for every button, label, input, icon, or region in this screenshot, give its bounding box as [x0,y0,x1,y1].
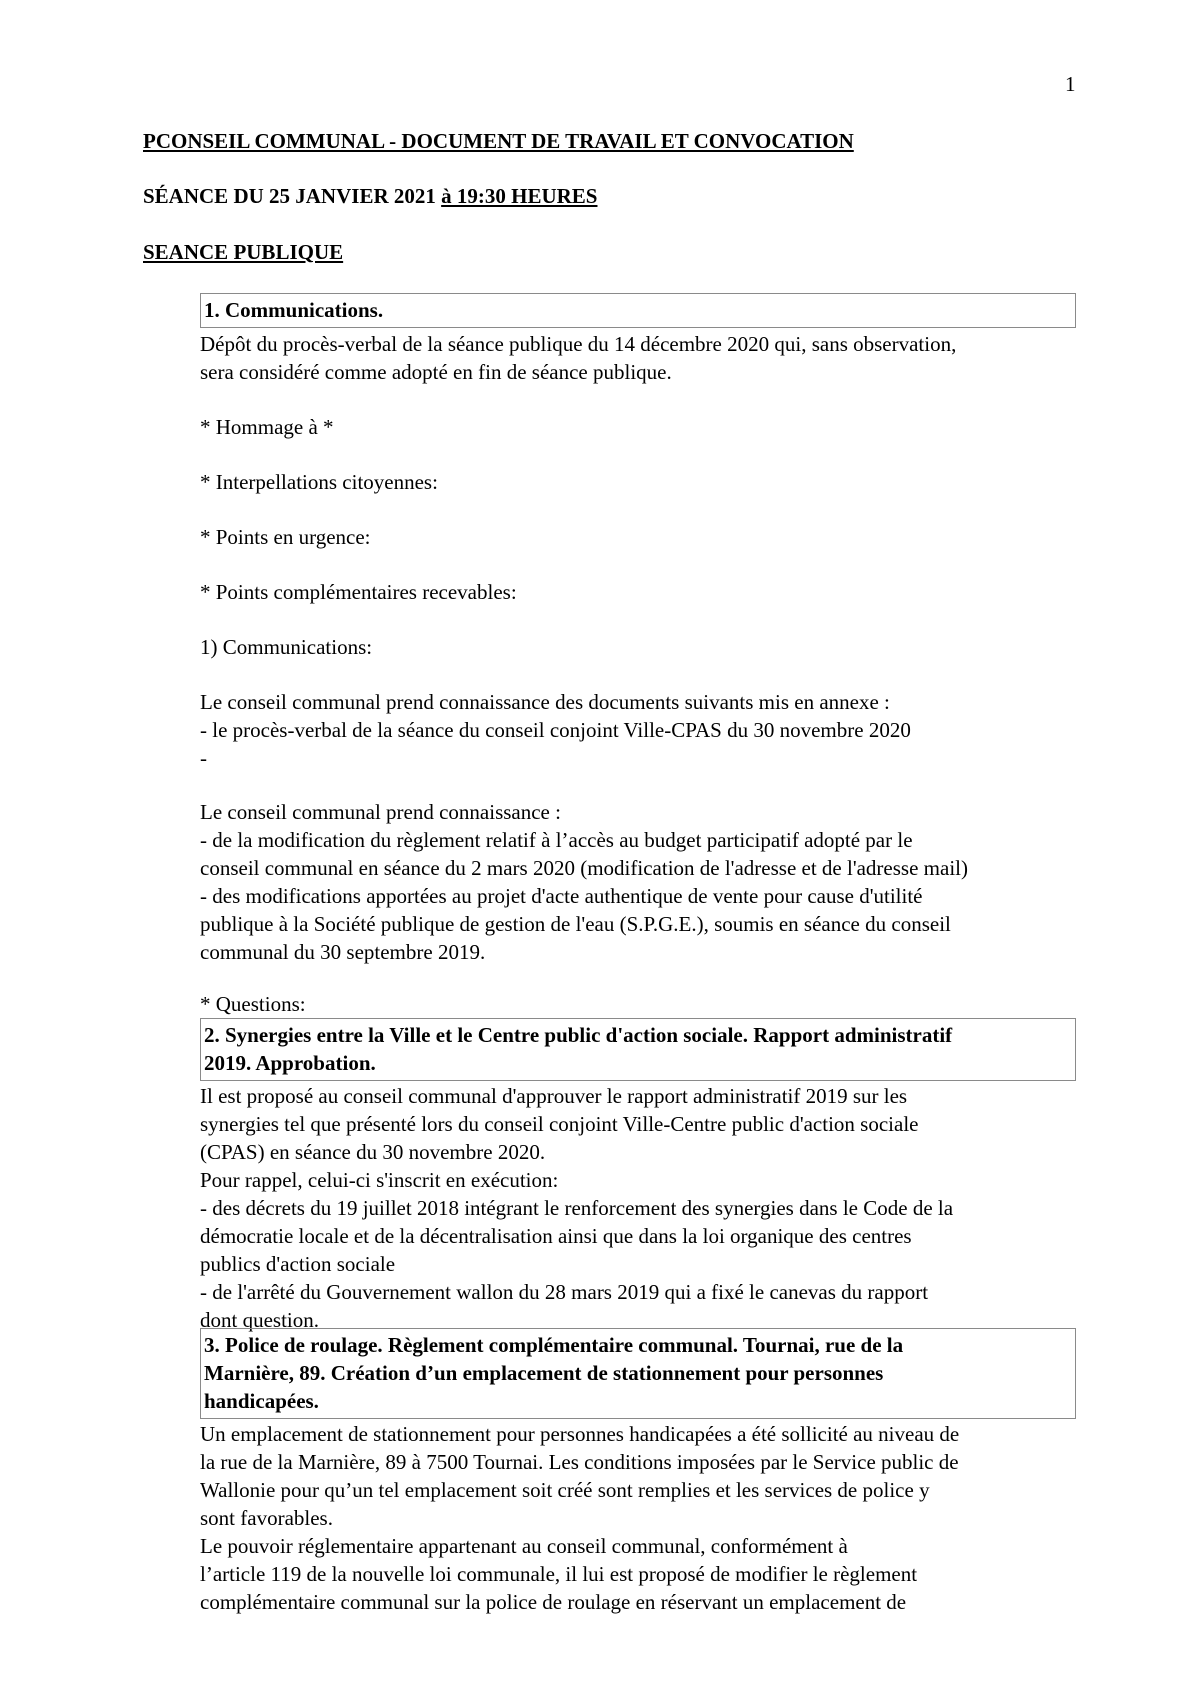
prend-line: - de la modification du règlement relatif à l’accès au budget participatif adopté par le [200,828,913,852]
complementaires-line: * Points complémentaires recevables: [200,580,517,604]
item-2-heading-line: 2. Synergies entre la Ville et le Centre public d'action sociale. Rapport administratif [204,1023,953,1047]
item-1-heading: 1. Communications. [204,298,384,322]
item-2-line: - de l'arrêté du Gouvernement wallon du 28 mars 2019 qui a fixé le canevas du rapport [200,1280,929,1304]
prend-line: conseil communal en séance du 2 mars 2020 (modification de l'adresse et de l'adresse mail) [200,856,968,880]
item-1-heading-box [200,293,1076,328]
item-2-line: Il est proposé au conseil communal d'approuver le rapport administratif 2019 sur les [200,1084,908,1108]
urgence-line: * Points en urgence: [200,525,371,549]
item-2-line: Pour rappel, celui-ci s'inscrit en exécution: [200,1168,559,1192]
item-2-line: publics d'action sociale [200,1252,396,1276]
item-2-body [200,1082,1080,1334]
item-2-heading-box [200,1018,1076,1081]
item-2-line: synergies tel que présenté lors du conseil conjoint Ville-Centre public d'action sociale [200,1112,919,1136]
docs-line: - le procès-verbal de la séance du conseil conjoint Ville-CPAS du 30 novembre 2020 [200,718,911,742]
item-2-line: dont question. [200,1308,319,1332]
prend-connaissance-block [200,798,1080,966]
interpellations-line: * Interpellations citoyennes: [200,470,438,494]
item-3-heading-box [200,1328,1076,1419]
item-2-line: - des décrets du 19 juillet 2018 intégrant le renforcement des synergies dans le Code de la [200,1196,954,1220]
seance-time: à 19:30 HEURES [441,184,598,208]
item-1-line: sera considéré comme adopté en fin de séance publique. [200,360,672,384]
item-3-heading-line: 3. Police de roulage. Règlement complémentaire communal. Tournai, rue de la [204,1333,904,1357]
hommage-line: * Hommage à * [200,415,334,439]
item-3-line: complémentaire communal sur la police de roulage en réservant un emplacement de [200,1590,907,1614]
prend-intro: Le conseil communal prend connaissance : [200,800,561,824]
item-2-heading-line: 2019. Approbation. [204,1051,376,1075]
prend-line: communal du 30 septembre 2019. [200,940,486,964]
prend-line: publique à la Société publique de gestion de l'eau (S.P.G.E.), soumis en séance du conseil [200,912,951,936]
item-3-line: Le pouvoir réglementaire appartenant au conseil communal, conformément à [200,1534,848,1558]
communications-line: 1) Communications: [200,635,373,659]
questions-line: * Questions: [200,992,306,1016]
item-2-line: (CPAS) en séance du 30 novembre 2020. [200,1140,546,1164]
document-title: PCONSEIL COMMUNAL - DOCUMENT DE TRAVAIL ET CONVOCATION [143,129,854,153]
prend-line: - des modifications apportées au projet d'acte authentique de vente pour cause d'utilité [200,884,923,908]
page-number: 1 [1065,72,1076,96]
seance-date-prefix: SÉANCE DU 25 JANVIER 2021 [143,184,442,208]
item-3-line: l’article 119 de la nouvelle loi communale, il lui est proposé de modifier le règlement [200,1562,918,1586]
item-3-body [200,1420,1080,1616]
item-1-line: Dépôt du procès-verbal de la séance publique du 14 décembre 2020 qui, sans observation, [200,332,957,356]
item-2-line: démocratie locale et de la décentralisation ainsi que dans la loi organique des centres [200,1224,912,1248]
item-3-line: Un emplacement de stationnement pour personnes handicapées a été sollicité au niveau de [200,1422,960,1446]
item-3-line: sont favorables. [200,1506,333,1530]
docs-line: - [200,746,207,770]
item-1-body [200,330,1080,386]
section-title: SEANCE PUBLIQUE [143,240,344,264]
item-3-heading-line: handicapées. [204,1389,319,1413]
seance-date [143,182,597,210]
item-3-heading-line: Marnière, 89. Création d’un emplacement de stationnement pour personnes [204,1361,884,1385]
item-3-line: la rue de la Marnière, 89 à 7500 Tournai. Les conditions imposées par le Service public de [200,1450,959,1474]
docs-intro: Le conseil communal prend connaissance des documents suivants mis en annexe : [200,690,890,714]
item-3-line: Wallonie pour qu’un tel emplacement soit créé sont remplies et les services de police y [200,1478,930,1502]
docs-annexe-block [200,688,1080,772]
